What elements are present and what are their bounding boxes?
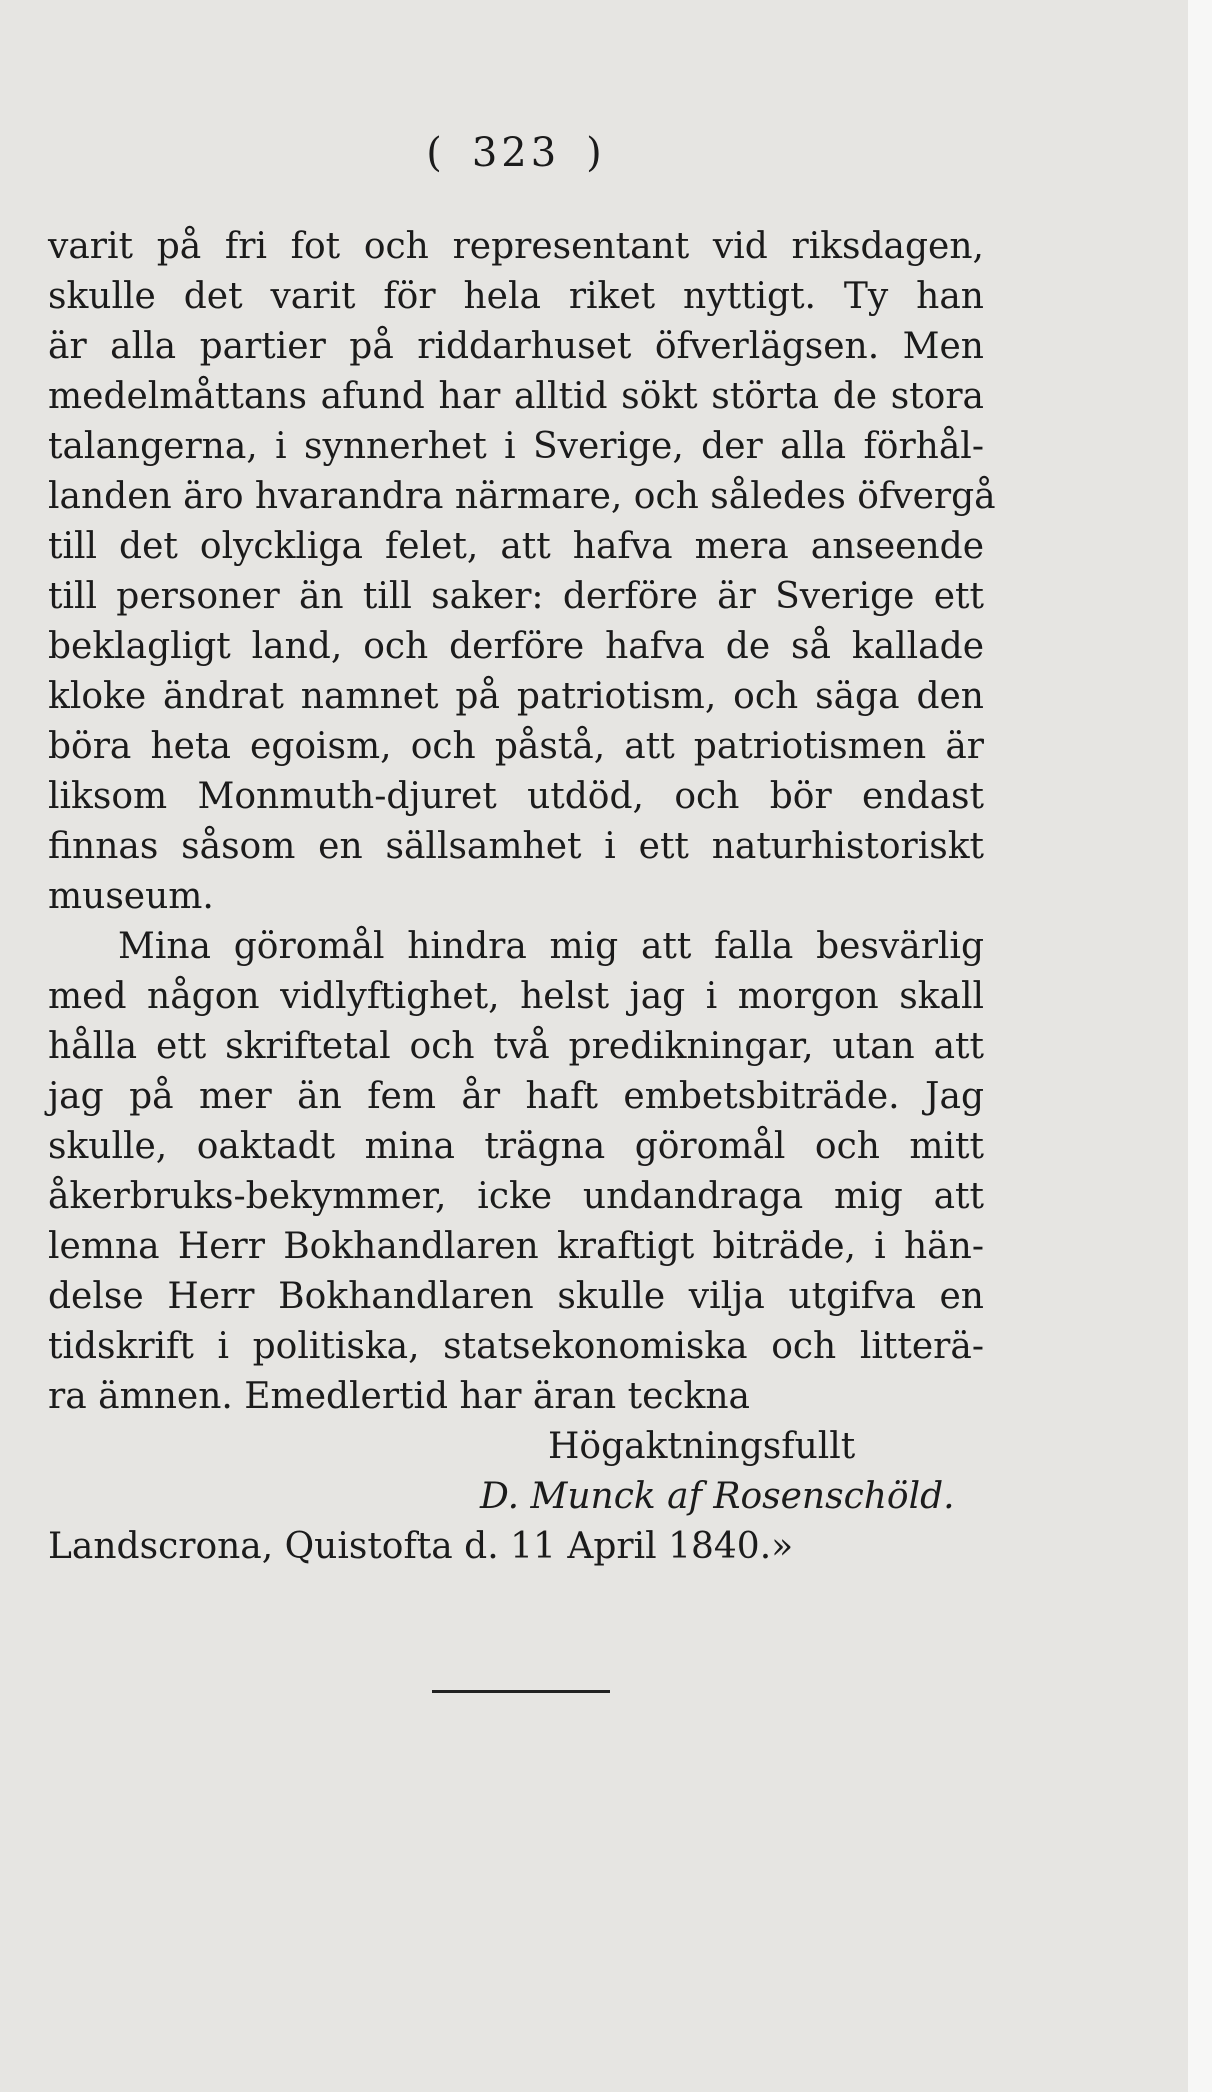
page-header [48,130,984,176]
place-date: Landscrona, Quistofta d. 11 April 1840.» [48,1526,794,1567]
page-number: 323 [471,130,561,176]
signature: D. Munck af Rosenschöld. [480,1476,955,1517]
text-line: liksom Monmuth-djuret utdöd, och bör endast [48,776,984,817]
text-line: jag på mer än fem år haft embetsbiträde. Jag [48,1076,984,1117]
text-line: till personer än till saker: derföre är Sverige ett [48,576,984,617]
paren-open: ( [426,130,446,176]
text-line: talangerna, i synnerhet i Sverige, der alla förhål- [48,426,984,467]
divider-rule [432,1690,610,1693]
text-line: hålla ett skriftetal och två predikningar, utan att [48,1026,984,1067]
text-line: delse Herr Bokhandlaren skulle vilja utgifva en [48,1276,984,1317]
salutation: Högaktningsfullt [548,1426,856,1467]
text-line: till det olyckliga felet, att hafva mera anseende [48,526,984,567]
page-edge [1188,0,1212,2092]
text-line: med någon vidlyftighet, helst jag i morgon skall [48,976,984,1017]
text-line: Mina göromål hindra mig att falla besvärlig [118,926,984,967]
text-line: skulle, oaktadt mina trägna göromål och mitt [48,1126,984,1167]
text-line: lemna Herr Bokhandlaren kraftigt biträde, i hän- [48,1226,984,1267]
text-line: medelmåttans afund har alltid sökt störta de stora [48,376,984,417]
text-line: museum. [48,876,214,917]
text-line: är alla partier på riddarhuset öfverlägsen. Men [48,326,984,367]
text-line: tidskrift i politiska, statsekonomiska och litterä- [48,1326,984,1367]
paren-close: ) [586,130,606,176]
text-line: ra ämnen. Emedlertid har äran teckna [48,1376,750,1417]
text-line: finnas såsom en sällsamhet i ett naturhistoriskt [48,826,984,867]
text-line: varit på fri fot och representant vid riksdagen, [48,226,984,267]
text-line: landen äro hvarandra närmare, och således öfvergå [48,476,996,517]
text-line: böra heta egoism, och påstå, att patriotismen är [48,726,984,767]
text-line: kloke ändrat namnet på patriotism, och säga den [48,676,984,717]
text-line: beklagligt land, och derföre hafva de så kallade [48,626,984,667]
text-line: skulle det varit för hela riket nyttigt. Ty han [48,276,984,317]
text-line: åkerbruks-bekymmer, icke undandraga mig att [48,1176,984,1217]
